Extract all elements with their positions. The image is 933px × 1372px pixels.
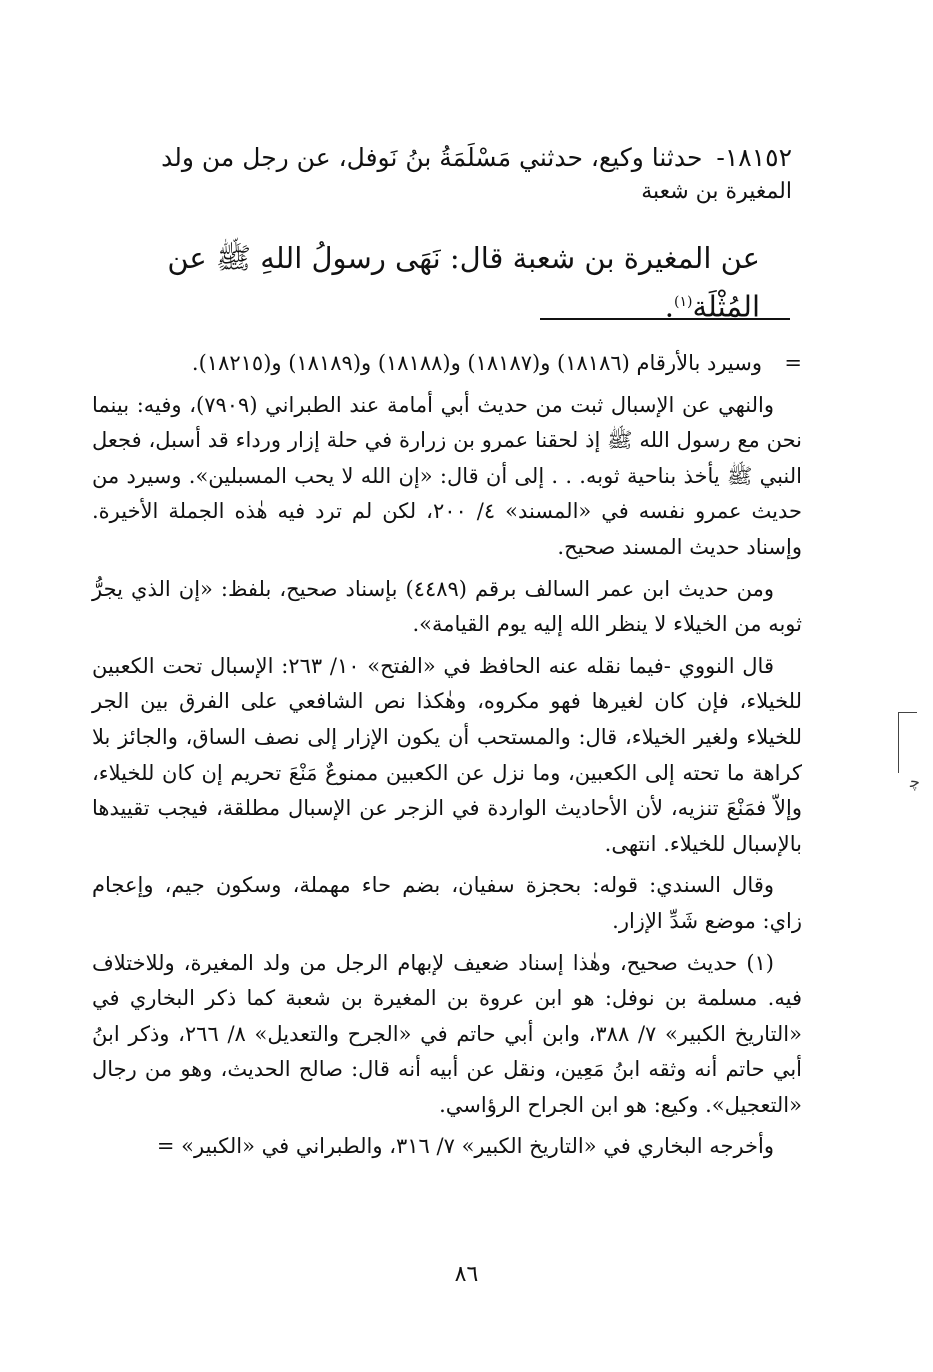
footnote-paragraph: وأخرجه البخاري في «التاريخ الكبير» ٧/ ٣١٦، والطبراني في «الكبير» = [156, 1134, 774, 1159]
hadith-chain [92, 138, 792, 206]
footnote-paragraph: (١) حديث صحيح، وهٰذا إسناد ضعيف لإبهام الرجل من ولد المغيرة، وللاختلاف فيه. مسلمة بن نوفل: هو ابن عروة بن المغيرة بن شعبة كما ذكر البخاري في «التاريخ الكبير» ٧/ ٣٨٨، وابن أبي حاتم في «الجرح والتعديل» ٨/ ٢٦٦، وذكر ابنُ أبي حاتم أنه وثقه ابنُ مَعِين، ونقل عن أبيه أنه قال: صالح الحديث، وهو من رجال «التعجيل». وكيع: هو ابن الجراح الرؤاسي. [92, 950, 802, 1117]
footnote-separator [540, 318, 790, 320]
margin-bracket-mark [898, 712, 917, 773]
margin-scribble-mark: ﭼ [910, 772, 920, 791]
continuation-mark: = [784, 351, 802, 375]
footnote-paragraph: ومن حديث ابن عمر السالف برقم (٤٤٨٩) بإسناد صحيح، بلفظ: «إن الذي يجرُّ ثوبه من الخيلاء لا ينظر الله إليه يوم القيامة». [92, 576, 802, 637]
footnote-paragraph: والنهي عن الإسبال ثبت من حديث أبي أمامة عند الطبراني (٧٩٠٩)، وفيه: بينما نحن مع رسول الله ﷺ إذ لحقنا عمرو بن زرارة في حلة إزار ورداء قد أسبل، فجعل النبي ﷺ يأخذ بناحية ثوبه. . . إلى أن قال: «إن الله لا يحب المسبلين». وسيرد من حديث عمرو نفسه في «المسند» ٤/ ٢٠٠، لكن لم ترد فيه هٰذه الجملة الأخيرة. وإسناد حديث المسند صحيح. [92, 392, 802, 559]
hadith-chain-text: حدثنا وكيع، حدثني مَسْلَمَةُ بنُ نَوفل، عن رجل من ولد [161, 143, 703, 172]
hadith-matn [92, 236, 760, 329]
hadith-chain-line2: المغيرة بن شعبة [641, 179, 792, 204]
footnote-paragraph: وقال السندي: قوله: بحجزة سفيان، بضم حاء مهملة، وسكون جيم، وإعجام زاي: موضع شَدِّ الإزار. [92, 873, 802, 933]
footnote-text: وسيرد بالأرقام (١٨١٨٦) و(١٨١٨٧) و(١٨١٨٨) و(١٨١٨٩) و(١٨٢١٥). [191, 351, 762, 375]
footnote-reference: (١) [673, 294, 693, 310]
footnote-paragraph: قال النووي -فيما نقله عنه الحافظ في «الفتح» ١٠/ ٢٦٣: الإسبال تحت الكعبين للخيلاء، فإن كان لغيرها فهو مكروه، وهٰكذا نص الشافعي على الفرق بين الجر للخيلاء ولغير الخيلاء، قال: والمستحب أن يكون الإزار إلى نصف الساق، والجائز بلا كراهة ما تحته إلى الكعبين، وما نزل عن الكعبين ممنوعٌ مَنْعَ تحريم إن كان للخيلاء، وإلاّ فمَنْعَ تنزيه، لأن الأحاديث الواردة في الزجر عن الإسبال مطلقة، فيجب تقييدها بالإسبال للخيلاء. انتهى. [92, 653, 802, 856]
page-number: ٨٦ [454, 1262, 479, 1287]
hadith-number: ١٨١٥٢- [716, 143, 792, 172]
footnote-paragraph [92, 346, 802, 382]
hadith-matn-end: . [664, 289, 674, 324]
hadith-matn-text: عن المغيرة بن شعبة قال: نَهَى رسولُ اللهِ ﷺ عن المُثْلَة [167, 241, 760, 324]
footnotes-section [92, 346, 802, 1171]
